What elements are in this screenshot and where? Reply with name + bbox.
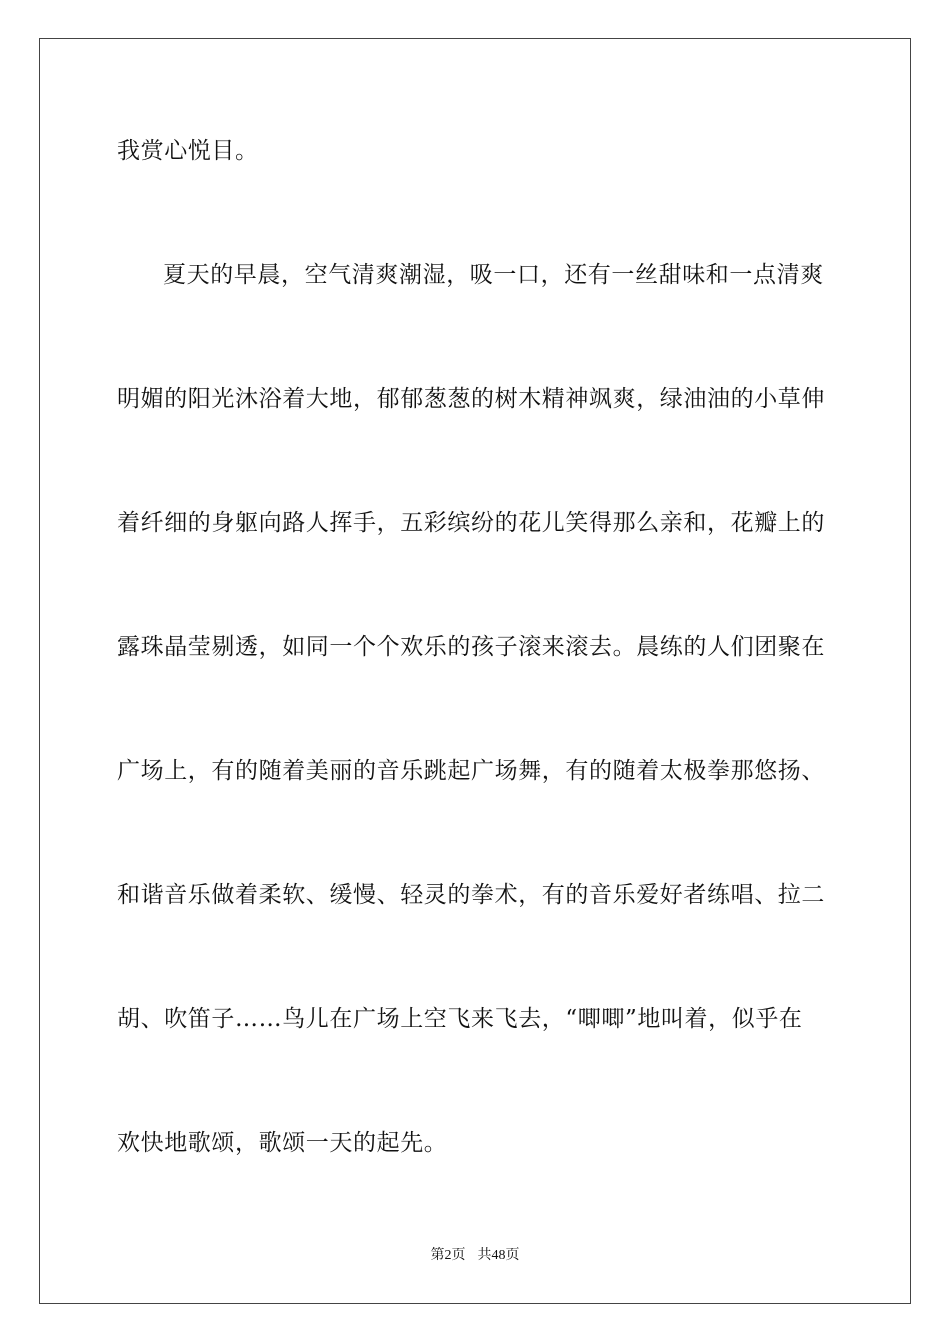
paragraph-line: 夏天的早晨，空气清爽潮湿，吸一口，还有一丝甜味和一点清爽 — [163, 262, 824, 288]
page-footer — [0, 1247, 950, 1265]
page-total: 共48页 — [477, 1248, 520, 1263]
paragraph-line: 明媚的阳光沐浴着大地，郁郁葱葱的树木精神飒爽，绿油油的小草伸 — [117, 386, 825, 412]
paragraph-line: 广场上，有的随着美丽的音乐跳起广场舞，有的随着太极拳那悠扬、 — [117, 758, 825, 784]
paragraph-line: 和谐音乐做着柔软、缓慢、轻灵的拳术，有的音乐爱好者练唱、拉二 — [117, 882, 825, 908]
paragraph-line: 胡、吹笛子……鸟儿在广场上空飞来飞去，“唧唧”地叫着，似乎在 — [117, 1006, 803, 1032]
paragraph-line: 着纤细的身躯向路人挥手，五彩缤纷的花儿笑得那么亲和，花瓣上的 — [117, 510, 825, 536]
page-border — [39, 38, 911, 1304]
page-number: 第2页 — [430, 1248, 466, 1263]
paragraph-line: 露珠晶莹剔透，如同一个个欢乐的孩子滚来滚去。晨练的人们团聚在 — [117, 634, 825, 660]
paragraph-line: 欢快地歌颂，歌颂一天的起先。 — [117, 1130, 448, 1156]
paragraph-line: 我赏心悦目。 — [117, 138, 259, 164]
